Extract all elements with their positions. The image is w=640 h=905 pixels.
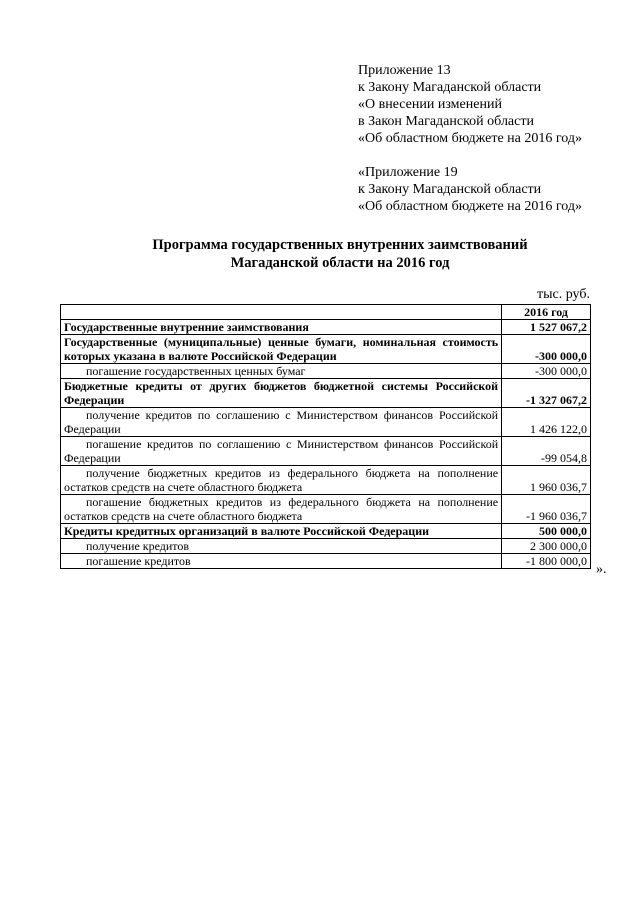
table-row (61, 539, 591, 554)
row-name: получение кредитов (61, 539, 502, 554)
row-name: погашение кредитов (61, 554, 502, 569)
row-value: -1 960 036,7 (502, 495, 591, 524)
row-value: -99 054,8 (502, 437, 591, 466)
table-row (61, 495, 591, 524)
table-row (61, 364, 591, 379)
appendix-line: к Закону Магаданской области (358, 182, 542, 197)
title-line-2: Магаданской области на 2016 год (230, 255, 450, 271)
table-row (61, 437, 591, 466)
table-header-row (61, 305, 591, 320)
row-name: получение бюджетных кредитов из федерального бюджета на пополнение остатков средств на счете областного бюджета (61, 466, 502, 495)
row-value: 1 960 036,7 (502, 466, 591, 495)
header-blank-cell (61, 305, 502, 320)
appendix-line: «О внесении изменений (358, 97, 502, 112)
borrowing-program-table (60, 304, 591, 569)
row-name: Кредиты кредитных организаций в валюте Российской Федерации (61, 524, 502, 539)
document-title (60, 236, 620, 272)
row-name: получение кредитов по соглашению с Министерством финансов Российской Федерации (61, 408, 502, 437)
appendix-line: в Закон Магаданской области (358, 114, 534, 129)
appendix-line: «Об областном бюджете на 2016 год» (358, 131, 582, 146)
table-row (61, 554, 591, 569)
table-row (61, 379, 591, 408)
row-name: Бюджетные кредиты от других бюджетов бюджетной системы Российской Федерации (61, 379, 502, 408)
row-name: Государственные внутренние заимствования (61, 320, 502, 335)
row-value: -1 800 000,0 (502, 554, 591, 569)
row-name: погашение государственных ценных бумаг (61, 364, 502, 379)
table-row (61, 466, 591, 495)
appendix-line: Приложение 13 (358, 63, 451, 78)
appendix-line: «Об областном бюджете на 2016 год» (358, 199, 582, 214)
units-label: тыс. руб. (537, 287, 590, 302)
title-line-1: Программа государственных внутренних заимствований (152, 237, 528, 253)
row-value: 1 527 067,2 (502, 320, 591, 335)
row-value: 1 426 122,0 (502, 408, 591, 437)
appendix-line: к Закону Магаданской области (358, 80, 542, 95)
table-row (61, 320, 591, 335)
table-row (61, 524, 591, 539)
row-name: Государственные (муниципальные) ценные бумаги, номинальная стоимость которых указана в валюте Российской Федерации (61, 335, 502, 364)
row-value: 2 300 000,0 (502, 539, 591, 554)
row-value: 500 000,0 (502, 524, 591, 539)
row-value: -300 000,0 (502, 364, 591, 379)
row-name: погашение бюджетных кредитов из федерального бюджета на пополнение остатков средств на счете областного бюджета (61, 495, 502, 524)
appendix-header (358, 62, 628, 215)
table-row (61, 335, 591, 364)
closing-quote: ». (596, 562, 607, 577)
row-name: погашение кредитов по соглашению с Министерством финансов Российской Федерации (61, 437, 502, 466)
table-row (61, 408, 591, 437)
row-value: -1 327 067,2 (502, 379, 591, 408)
row-value: -300 000,0 (502, 335, 591, 364)
appendix-line: «Приложение 19 (358, 165, 458, 180)
spacer (358, 147, 628, 164)
year-header: 2016 год (502, 305, 591, 320)
